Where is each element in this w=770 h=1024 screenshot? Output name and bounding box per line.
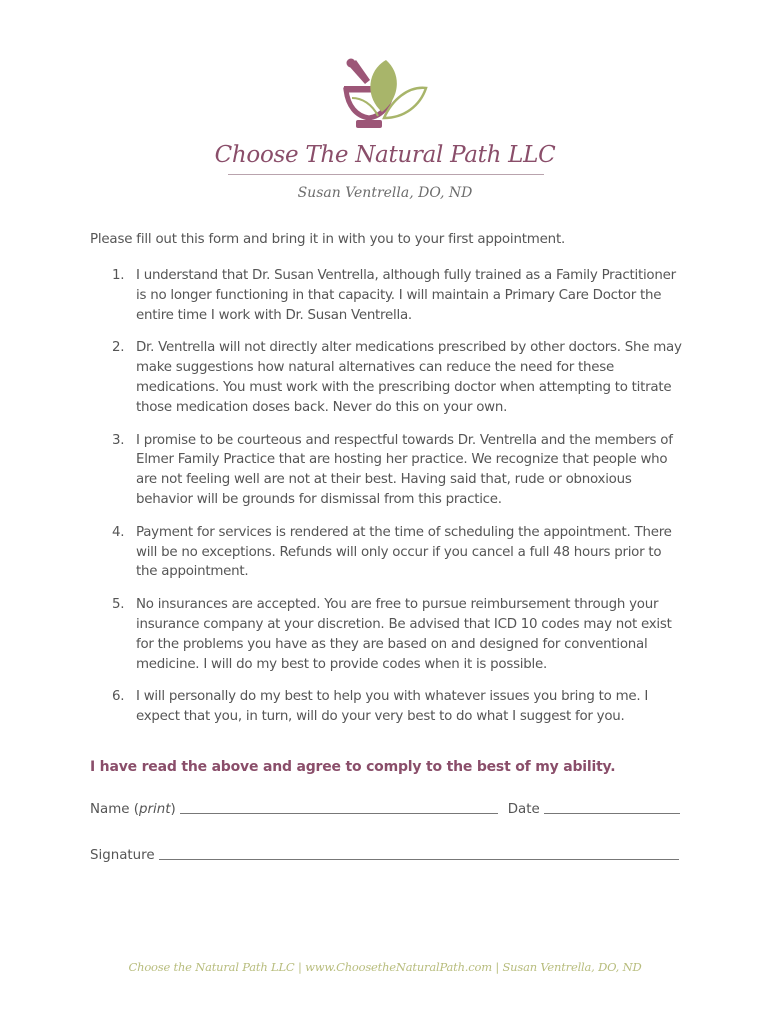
item-number: 1. bbox=[112, 268, 125, 283]
item-text: I will personally do my best to help you with whatever issues you bring to me. I expect that you, in turn, will do your very best to do what I suggest for you. bbox=[136, 689, 649, 725]
item-text: No insurances are accepted. You are free to pursue reimbursement through your insurance company at your discretion. Be advised that ICD 10 codes may not exist for the problems you have as they are based on and designed for conventional medicine. I will do my best to provide codes when it is possible. bbox=[136, 597, 672, 672]
item-text: Dr. Ventrella will not directly alter medications prescribed by other doctors. She may make suggestions how natural alternatives can reduce the need for these medications. You must work with the prescribing doctor when attempting to titrate those medication doses back. Never do this on your own. bbox=[136, 340, 682, 415]
item-number: 4. bbox=[112, 524, 125, 540]
terms-list bbox=[90, 266, 685, 740]
item-text: I promise to be courteous and respectful towards Dr. Ventrella and the members of Elmer Family Practice that are hosting her practice. We recognize that people who are not feeling well are not at their best. Having said that, rude or obnoxious behavior will be grounds for dismissal from this practice. bbox=[136, 432, 673, 507]
title-divider bbox=[228, 174, 544, 175]
intro-text: Please fill out this form and bring it in with you to your first appointment. bbox=[90, 232, 566, 247]
item-text: I understand that Dr. Susan Ventrella, although fully trained as a Family Practitioner is no longer functioning in that capacity. I will maintain a Primary Care Doctor the entire time I work with Dr. Susan Ventrella. bbox=[136, 268, 676, 323]
item-number: 5. bbox=[112, 597, 125, 613]
page-title: Choose The Natural Path LLC bbox=[214, 142, 556, 168]
signature-label: Signature bbox=[90, 848, 155, 863]
signature-row bbox=[90, 848, 680, 863]
signature-field[interactable] bbox=[159, 858, 679, 860]
list-item bbox=[90, 523, 685, 582]
mortar-pestle-leaves-logo bbox=[340, 56, 430, 134]
footer-text: Choose the Natural Path LLC | www.ChoosetheNaturalPath.com | Susan Ventrella, DO, ND bbox=[128, 960, 642, 974]
list-item bbox=[90, 431, 685, 510]
date-label: Date bbox=[507, 802, 540, 817]
item-text: Payment for services is rendered at the time of scheduling the appointment. There will be no exceptions. Refunds will only occur if you cancel a full 48 hours prior to the appointment. bbox=[136, 524, 672, 580]
agreement-statement: I have read the above and agree to comply to the best of my ability. bbox=[90, 759, 616, 775]
item-number: 3. bbox=[112, 432, 125, 448]
list-item bbox=[90, 266, 685, 325]
list-item bbox=[90, 338, 685, 417]
date-field[interactable] bbox=[544, 812, 680, 814]
name-date-row bbox=[90, 802, 680, 817]
list-item bbox=[90, 595, 685, 674]
list-item bbox=[90, 687, 685, 727]
name-field[interactable] bbox=[180, 812, 498, 814]
item-number: 6. bbox=[112, 689, 125, 705]
page-subtitle: Susan Ventrella, DO, ND bbox=[297, 185, 473, 201]
item-number: 2. bbox=[112, 340, 125, 356]
pestle-icon bbox=[347, 59, 371, 85]
name-label: Name (print) bbox=[90, 802, 176, 817]
